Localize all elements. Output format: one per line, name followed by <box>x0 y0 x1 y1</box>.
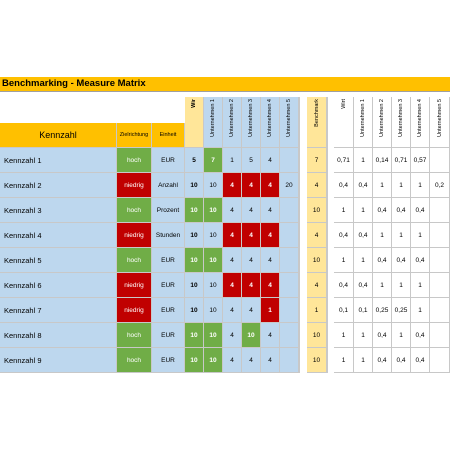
header-unternehmen-3[interactable] <box>242 97 261 148</box>
ratio-cell[interactable]: 0,4 <box>392 248 411 273</box>
wir-cell[interactable]: 10 <box>185 198 204 223</box>
ratio-cell[interactable]: 0,4 <box>392 198 411 223</box>
unternehmen-cell[interactable]: 4 <box>242 348 261 373</box>
wir-cell[interactable]: 10 <box>185 298 204 323</box>
wirt-cell[interactable]: 0,71 <box>334 148 354 173</box>
header-unternehmen-1-label: Unternehmen 1 <box>210 99 216 137</box>
header-r-unternehmen-2-label: Unternehmen 2 <box>379 99 385 137</box>
ratio-cell[interactable]: 1 <box>354 323 373 348</box>
ratio-cell[interactable]: 1 <box>411 298 430 323</box>
header-r-unternehmen-1-label: Unternehmen 1 <box>360 99 366 137</box>
wir-cell[interactable]: 10 <box>185 348 204 373</box>
row-label[interactable]: Kennzahl 4 <box>0 223 117 248</box>
wirt-cell[interactable]: 0,4 <box>334 273 354 298</box>
row-label[interactable]: Kennzahl 7 <box>0 298 117 323</box>
header-wirt[interactable] <box>334 97 354 148</box>
column-gap-line <box>299 97 300 373</box>
wirt-cell[interactable]: 0,4 <box>334 223 354 248</box>
ratio-cell[interactable]: 0,25 <box>392 298 411 323</box>
ratio-cell[interactable] <box>430 198 450 223</box>
unternehmen-cell[interactable]: 1 <box>261 298 280 323</box>
ratio-cell[interactable]: 0,4 <box>373 348 392 373</box>
ratio-cell[interactable]: 0,4 <box>411 198 430 223</box>
unternehmen-cell[interactable]: 4 <box>223 223 242 248</box>
ratio-cell[interactable] <box>430 248 450 273</box>
ratio-cell[interactable]: 0,4 <box>373 248 392 273</box>
unternehmen-cell[interactable]: 4 <box>223 348 242 373</box>
ratio-cell[interactable]: 1 <box>411 173 430 198</box>
benchmark-cell[interactable]: 7 <box>307 148 327 173</box>
ratio-cell[interactable]: 0,4 <box>373 323 392 348</box>
wir-cell[interactable]: 10 <box>185 173 204 198</box>
unternehmen-cell[interactable]: 4 <box>242 248 261 273</box>
unternehmen-cell[interactable] <box>280 223 299 248</box>
header-zielrichtung[interactable]: Zielrichtung <box>117 123 152 148</box>
wir-cell[interactable]: 10 <box>185 223 204 248</box>
header-r-unternehmen-4-label: Unternehmen 4 <box>417 99 423 137</box>
unternehmen-cell[interactable] <box>280 273 299 298</box>
sheet-title: Benchmarking - Measure Matrix <box>2 78 146 89</box>
ratio-cell[interactable]: 1 <box>392 323 411 348</box>
header-wir-label: Wir <box>191 99 197 108</box>
row-label[interactable]: Kennzahl 9 <box>0 348 117 373</box>
row-label[interactable]: Kennzahl 1 <box>0 148 117 173</box>
ratio-cell[interactable]: 0,4 <box>354 223 373 248</box>
ratio-cell[interactable]: 0,4 <box>392 348 411 373</box>
zielrichtung-cell[interactable]: niedrig <box>117 223 152 248</box>
unternehmen-cell[interactable]: 4 <box>261 148 280 173</box>
ratio-cell[interactable]: 1 <box>392 223 411 248</box>
zielrichtung-cell[interactable]: niedrig <box>117 298 152 323</box>
unternehmen-cell[interactable]: 5 <box>242 148 261 173</box>
zielrichtung-cell[interactable]: niedrig <box>117 273 152 298</box>
unternehmen-cell[interactable] <box>280 298 299 323</box>
unternehmen-cell[interactable]: 4 <box>261 273 280 298</box>
benchmark-cell[interactable]: 10 <box>307 248 327 273</box>
ratio-cell[interactable] <box>430 298 450 323</box>
wirt-cell[interactable]: 0,4 <box>334 173 354 198</box>
header-r-unternehmen-5[interactable] <box>430 97 450 148</box>
unternehmen-cell[interactable]: 4 <box>261 248 280 273</box>
ratio-cell[interactable]: 1 <box>392 173 411 198</box>
wirt-cell[interactable]: 0,1 <box>334 298 354 323</box>
benchmark-cell[interactable]: 4 <box>307 273 327 298</box>
ratio-cell[interactable]: 1 <box>354 198 373 223</box>
row-label[interactable]: Kennzahl 6 <box>0 273 117 298</box>
unternehmen-cell[interactable]: 4 <box>261 173 280 198</box>
unternehmen-cell[interactable]: 4 <box>261 223 280 248</box>
header-benchmark-label: Benchmark <box>313 99 320 127</box>
ratio-cell[interactable]: 1 <box>411 223 430 248</box>
unternehmen-cell[interactable]: 4 <box>223 173 242 198</box>
unternehmen-cell[interactable]: 4 <box>242 223 261 248</box>
header-r-unternehmen-4[interactable] <box>411 97 430 148</box>
unternehmen-cell[interactable]: 10 <box>204 323 223 348</box>
ratio-cell[interactable]: 0,4 <box>411 323 430 348</box>
unternehmen-cell[interactable]: 10 <box>204 173 223 198</box>
ratio-cell[interactable]: 1 <box>373 223 392 248</box>
unternehmen-cell[interactable]: 4 <box>242 273 261 298</box>
row-label[interactable]: Kennzahl 8 <box>0 323 117 348</box>
unternehmen-cell[interactable]: 10 <box>204 273 223 298</box>
ratio-cell[interactable]: 0,71 <box>392 148 411 173</box>
zielrichtung-cell[interactable]: hoch <box>117 348 152 373</box>
unternehmen-cell[interactable]: 10 <box>204 223 223 248</box>
unternehmen-cell[interactable]: 10 <box>204 198 223 223</box>
einheit-cell[interactable]: Stunden <box>152 223 185 248</box>
ratio-cell[interactable]: 0,4 <box>354 273 373 298</box>
ratio-cell[interactable]: 0,14 <box>373 148 392 173</box>
unternehmen-cell[interactable]: 10 <box>204 348 223 373</box>
header-unternehmen-5[interactable] <box>280 97 299 148</box>
row-label[interactable]: Kennzahl 5 <box>0 248 117 273</box>
wirt-cell[interactable]: 1 <box>334 348 354 373</box>
wir-cell[interactable]: 10 <box>185 323 204 348</box>
ratio-cell[interactable]: 0,4 <box>373 198 392 223</box>
ratio-cell[interactable]: 1 <box>354 148 373 173</box>
zielrichtung-cell[interactable]: hoch <box>117 248 152 273</box>
ratio-cell[interactable]: 0,4 <box>354 173 373 198</box>
unternehmen-cell[interactable]: 4 <box>261 323 280 348</box>
wirt-cell[interactable]: 1 <box>334 323 354 348</box>
header-wirt-label: Wirt <box>340 99 347 109</box>
header-unternehmen-4-label: Unternehmen 4 <box>267 99 273 137</box>
ratio-cell[interactable]: 0,4 <box>411 348 430 373</box>
zielrichtung-cell[interactable]: niedrig <box>117 173 152 198</box>
unternehmen-cell[interactable] <box>280 148 299 173</box>
unternehmen-cell[interactable]: 4 <box>261 348 280 373</box>
header-r-unternehmen-2[interactable] <box>373 97 392 148</box>
header-benchmark[interactable] <box>307 97 327 148</box>
benchmark-cell[interactable]: 4 <box>307 173 327 198</box>
unternehmen-cell[interactable]: 4 <box>223 248 242 273</box>
header-kennzahl[interactable]: Kennzahl <box>0 123 117 148</box>
column-gap-line <box>327 97 328 373</box>
einheit-cell[interactable]: EUR <box>152 348 185 373</box>
header-r-unternehmen-3-label: Unternehmen 3 <box>398 99 404 137</box>
benchmark-cell[interactable]: 1 <box>307 298 327 323</box>
row-label[interactable]: Kennzahl 3 <box>0 198 117 223</box>
ratio-cell[interactable]: 1 <box>392 273 411 298</box>
benchmark-cell[interactable]: 4 <box>307 223 327 248</box>
ratio-cell[interactable]: 1 <box>373 173 392 198</box>
header-r-unternehmen-5-label: Unternehmen 5 <box>436 99 443 137</box>
ratio-cell[interactable]: 0,4 <box>411 248 430 273</box>
title-bar <box>0 77 450 92</box>
wirt-cell[interactable]: 1 <box>334 198 354 223</box>
ratio-cell[interactable]: 0,25 <box>373 298 392 323</box>
benchmark-cell[interactable]: 10 <box>307 323 327 348</box>
ratio-cell[interactable] <box>430 273 450 298</box>
unternehmen-cell[interactable] <box>280 248 299 273</box>
row-label[interactable]: Kennzahl 2 <box>0 173 117 198</box>
einheit-cell[interactable]: EUR <box>152 273 185 298</box>
ratio-cell[interactable]: 1 <box>373 273 392 298</box>
header-wir[interactable] <box>185 97 204 148</box>
ratio-cell[interactable]: 1 <box>354 248 373 273</box>
unternehmen-cell[interactable] <box>280 323 299 348</box>
einheit-cell[interactable]: Prozent <box>152 198 185 223</box>
benchmark-cell[interactable]: 10 <box>307 198 327 223</box>
einheit-cell[interactable]: Anzahl <box>152 173 185 198</box>
unternehmen-cell[interactable]: 4 <box>223 273 242 298</box>
zielrichtung-cell[interactable]: hoch <box>117 323 152 348</box>
unternehmen-cell[interactable]: 4 <box>242 298 261 323</box>
header-unternehmen-1[interactable] <box>204 97 223 148</box>
unternehmen-cell[interactable]: 4 <box>261 198 280 223</box>
wir-cell[interactable]: 10 <box>185 273 204 298</box>
unternehmen-cell[interactable]: 20 <box>280 173 299 198</box>
header-unternehmen-2[interactable] <box>223 97 242 148</box>
wirt-cell[interactable]: 1 <box>334 248 354 273</box>
header-unternehmen-3-label: Unternehmen 3 <box>248 99 254 137</box>
wir-cell[interactable]: 10 <box>185 248 204 273</box>
ratio-cell[interactable]: 1 <box>354 348 373 373</box>
header-unternehmen-2-label: Unternehmen 2 <box>229 99 235 137</box>
unternehmen-cell[interactable] <box>280 198 299 223</box>
ratio-cell[interactable] <box>430 148 450 173</box>
unternehmen-cell[interactable]: 4 <box>242 198 261 223</box>
header-r-unternehmen-3[interactable] <box>392 97 411 148</box>
einheit-cell[interactable]: EUR <box>152 148 185 173</box>
header-unternehmen-4[interactable] <box>261 97 280 148</box>
einheit-cell[interactable]: EUR <box>152 323 185 348</box>
benchmark-cell[interactable]: 10 <box>307 348 327 373</box>
unternehmen-cell[interactable]: 10 <box>242 323 261 348</box>
ratio-cell[interactable]: 0,57 <box>411 148 430 173</box>
header-einheit[interactable]: Einheit <box>152 123 185 148</box>
einheit-cell[interactable]: EUR <box>152 298 185 323</box>
ratio-cell[interactable] <box>430 223 450 248</box>
header-unternehmen-5-label: Unternehmen 5 <box>286 99 292 137</box>
unternehmen-cell[interactable]: 1 <box>223 148 242 173</box>
ratio-cell[interactable] <box>430 348 450 373</box>
ratio-cell[interactable]: 1 <box>411 273 430 298</box>
unternehmen-cell[interactable]: 4 <box>242 173 261 198</box>
ratio-cell[interactable]: 0,1 <box>354 298 373 323</box>
unternehmen-cell[interactable]: 4 <box>223 323 242 348</box>
unternehmen-cell[interactable] <box>280 348 299 373</box>
zielrichtung-cell[interactable]: hoch <box>117 148 152 173</box>
unternehmen-cell[interactable]: 7 <box>204 148 223 173</box>
ratio-cell[interactable]: 0,2 <box>430 173 450 198</box>
einheit-cell[interactable]: EUR <box>152 248 185 273</box>
zielrichtung-cell[interactable]: hoch <box>117 198 152 223</box>
wir-cell[interactable]: 5 <box>185 148 204 173</box>
unternehmen-cell[interactable]: 4 <box>223 298 242 323</box>
unternehmen-cell[interactable]: 10 <box>204 248 223 273</box>
ratio-cell[interactable] <box>430 323 450 348</box>
unternehmen-cell[interactable]: 4 <box>223 198 242 223</box>
header-r-unternehmen-1[interactable] <box>354 97 373 148</box>
unternehmen-cell[interactable]: 10 <box>204 298 223 323</box>
